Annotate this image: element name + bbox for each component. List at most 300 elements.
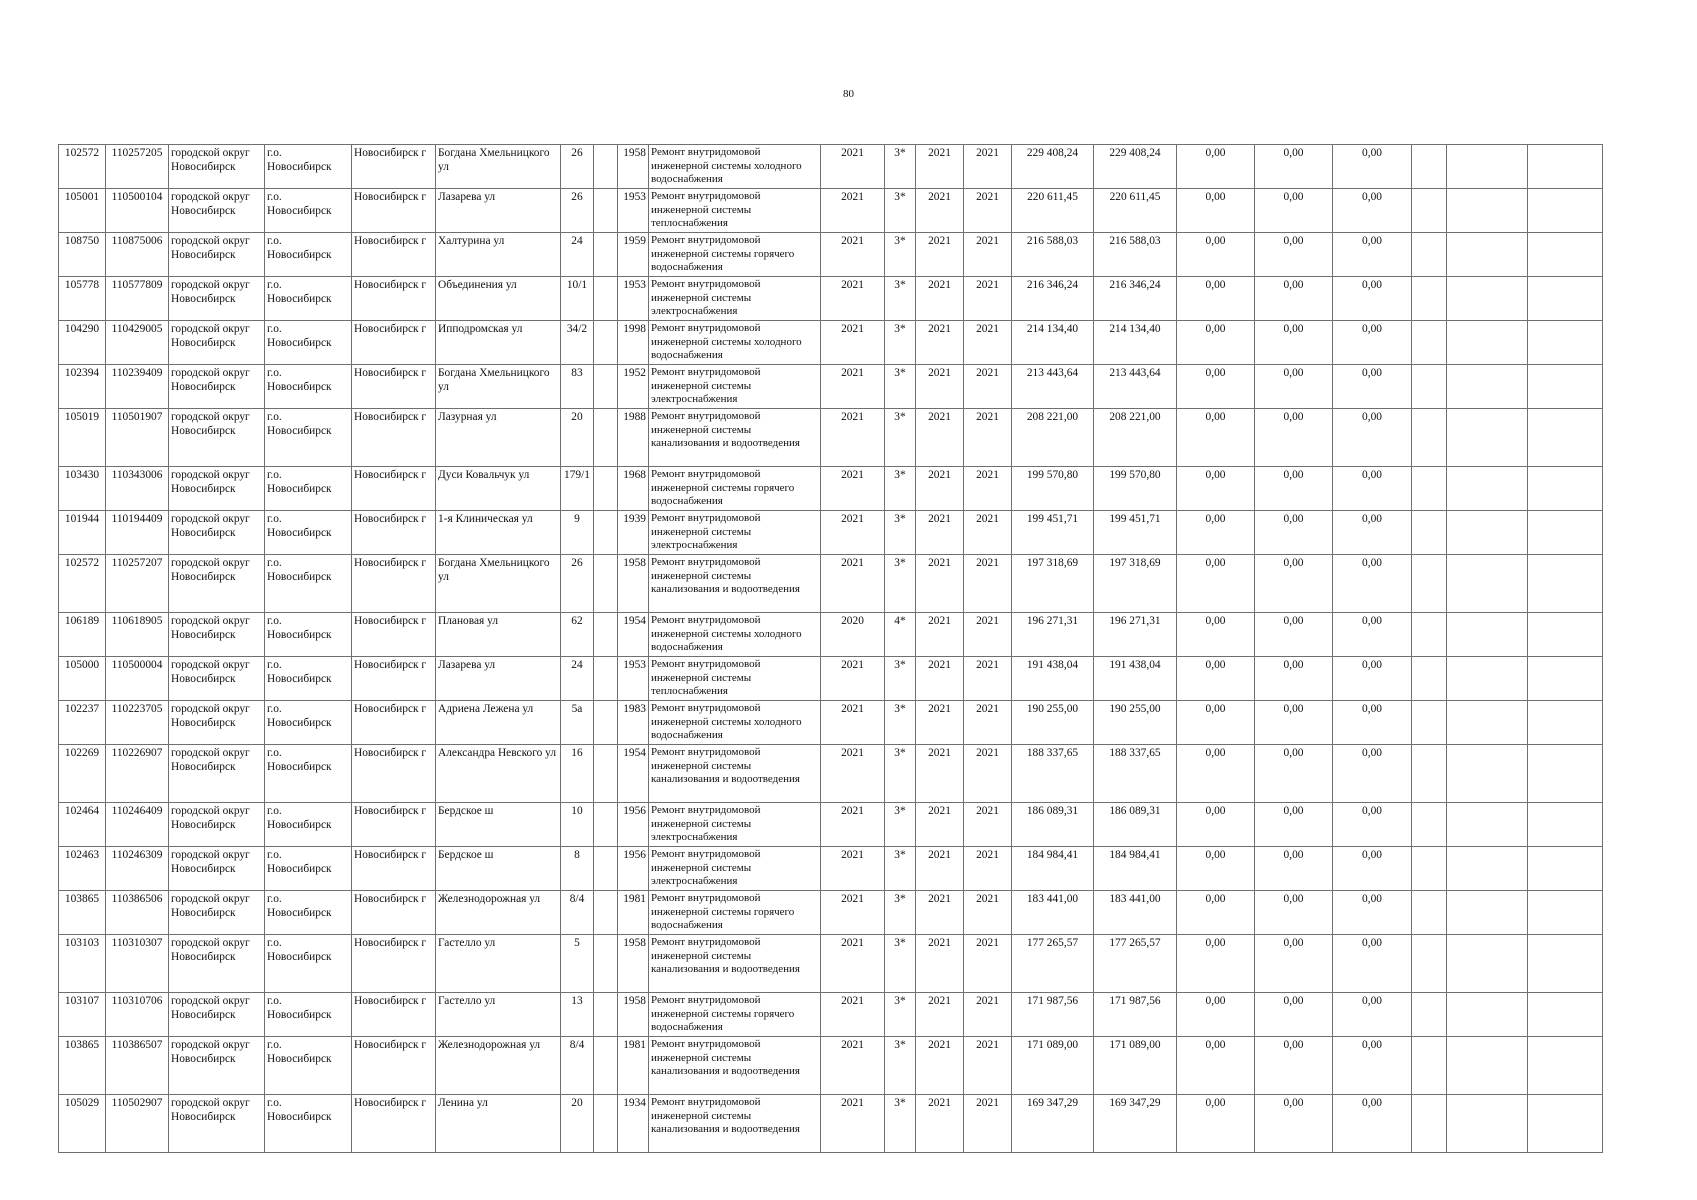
district-cell: г.о. Новосибирск — [265, 745, 352, 803]
value-1-cell: 0,00 — [1177, 745, 1255, 803]
city-cell: Новосибирск г — [352, 511, 436, 555]
work-description-cell: Ремонт внутридомовой инженерной системы канализования и водоотведения — [649, 745, 821, 803]
year-start-cell: 2021 — [916, 233, 964, 277]
value-1-cell: 0,00 — [1177, 277, 1255, 321]
city-cell: Новосибирск г — [352, 613, 436, 657]
year-start-cell: 2021 — [916, 745, 964, 803]
building-cell — [594, 803, 618, 847]
extra-3-cell — [1528, 1095, 1603, 1153]
cost-total-cell: 199 451,71 — [1012, 511, 1094, 555]
year-end-cell: 2021 — [964, 467, 1012, 511]
cost-fund-cell: 216 346,24 — [1094, 277, 1177, 321]
extra-3-cell — [1528, 145, 1603, 189]
extra-2-cell — [1447, 189, 1528, 233]
work-code-cell: 110618905 — [106, 613, 169, 657]
plan-year-cell: 2020 — [821, 613, 885, 657]
extra-3-cell — [1528, 409, 1603, 467]
year-end-cell: 2021 — [964, 847, 1012, 891]
work-code-cell: 110257205 — [106, 145, 169, 189]
building-cell — [594, 935, 618, 993]
work-code-cell: 110386506 — [106, 891, 169, 935]
year-built-cell: 1958 — [618, 993, 649, 1037]
work-description-cell: Ремонт внутридомовой инженерной системы теплоснабжения — [649, 657, 821, 701]
year-start-cell: 2021 — [916, 555, 964, 613]
value-2-cell: 0,00 — [1255, 891, 1333, 935]
value-3-cell: 0,00 — [1333, 467, 1412, 511]
work-description-cell: Ремонт внутридомовой инженерной системы холодного водоснабжения — [649, 321, 821, 365]
extra-1-cell — [1412, 891, 1447, 935]
status-cell: 3* — [885, 233, 916, 277]
cost-fund-cell: 171 987,56 — [1094, 993, 1177, 1037]
table-row — [59, 891, 1603, 935]
status-cell: 3* — [885, 277, 916, 321]
building-cell — [594, 321, 618, 365]
house-number-cell: 5а — [561, 701, 594, 745]
status-cell: 3* — [885, 365, 916, 409]
building-cell — [594, 745, 618, 803]
cost-fund-cell: 220 611,45 — [1094, 189, 1177, 233]
table-row — [59, 467, 1603, 511]
table-row — [59, 1037, 1603, 1095]
value-3-cell: 0,00 — [1333, 145, 1412, 189]
status-cell: 3* — [885, 189, 916, 233]
municipality-cell: городской округ Новосибирск — [169, 189, 265, 233]
work-code-cell: 110875006 — [106, 233, 169, 277]
municipality-cell: городской округ Новосибирск — [169, 803, 265, 847]
extra-1-cell — [1412, 613, 1447, 657]
value-1-cell: 0,00 — [1177, 189, 1255, 233]
year-built-cell: 1958 — [618, 555, 649, 613]
work-description-cell: Ремонт внутридомовой инженерной системы холодного водоснабжения — [649, 613, 821, 657]
plan-year-cell: 2021 — [821, 745, 885, 803]
table-row — [59, 365, 1603, 409]
cost-fund-cell: 213 443,64 — [1094, 365, 1177, 409]
value-1-cell: 0,00 — [1177, 555, 1255, 613]
city-cell: Новосибирск г — [352, 145, 436, 189]
extra-3-cell — [1528, 891, 1603, 935]
cost-total-cell: 196 271,31 — [1012, 613, 1094, 657]
year-start-cell: 2021 — [916, 1037, 964, 1095]
district-cell: г.о. Новосибирск — [265, 1095, 352, 1153]
city-cell: Новосибирск г — [352, 701, 436, 745]
work-code-cell: 110194409 — [106, 511, 169, 555]
value-1-cell: 0,00 — [1177, 803, 1255, 847]
street-cell: Богдана Хмельницкого ул — [436, 365, 561, 409]
building-cell — [594, 891, 618, 935]
work-description-cell: Ремонт внутридомовой инженерной системы электроснабжения — [649, 511, 821, 555]
page-number: 80 — [843, 88, 854, 100]
object-id-cell: 101944 — [59, 511, 106, 555]
year-start-cell: 2021 — [916, 189, 964, 233]
street-cell: Адриена Лежена ул — [436, 701, 561, 745]
cost-fund-cell: 216 588,03 — [1094, 233, 1177, 277]
extra-2-cell — [1447, 277, 1528, 321]
extra-2-cell — [1447, 1095, 1528, 1153]
value-2-cell: 0,00 — [1255, 701, 1333, 745]
district-cell: г.о. Новосибирск — [265, 613, 352, 657]
year-end-cell: 2021 — [964, 409, 1012, 467]
extra-2-cell — [1447, 745, 1528, 803]
plan-year-cell: 2021 — [821, 145, 885, 189]
value-2-cell: 0,00 — [1255, 189, 1333, 233]
plan-year-cell: 2021 — [821, 1095, 885, 1153]
city-cell: Новосибирск г — [352, 321, 436, 365]
year-built-cell: 1954 — [618, 745, 649, 803]
work-code-cell: 110501907 — [106, 409, 169, 467]
year-built-cell: 1998 — [618, 321, 649, 365]
extra-3-cell — [1528, 365, 1603, 409]
value-2-cell: 0,00 — [1255, 511, 1333, 555]
value-3-cell: 0,00 — [1333, 1095, 1412, 1153]
house-number-cell: 34/2 — [561, 321, 594, 365]
plan-year-cell: 2021 — [821, 891, 885, 935]
value-1-cell: 0,00 — [1177, 145, 1255, 189]
street-cell: Железнодорожная ул — [436, 891, 561, 935]
house-number-cell: 24 — [561, 657, 594, 701]
table-row — [59, 993, 1603, 1037]
extra-2-cell — [1447, 891, 1528, 935]
cost-fund-cell: 208 221,00 — [1094, 409, 1177, 467]
value-1-cell: 0,00 — [1177, 409, 1255, 467]
city-cell: Новосибирск г — [352, 935, 436, 993]
extra-1-cell — [1412, 277, 1447, 321]
house-number-cell: 8/4 — [561, 891, 594, 935]
table-row — [59, 511, 1603, 555]
cost-fund-cell: 190 255,00 — [1094, 701, 1177, 745]
cost-total-cell: 197 318,69 — [1012, 555, 1094, 613]
extra-2-cell — [1447, 365, 1528, 409]
district-cell: г.о. Новосибирск — [265, 847, 352, 891]
object-id-cell: 103865 — [59, 1037, 106, 1095]
building-cell — [594, 277, 618, 321]
value-1-cell: 0,00 — [1177, 935, 1255, 993]
municipality-cell: городской округ Новосибирск — [169, 657, 265, 701]
year-start-cell: 2021 — [916, 1095, 964, 1153]
status-cell: 3* — [885, 511, 916, 555]
street-cell: 1-я Клиническая ул — [436, 511, 561, 555]
cost-fund-cell: 169 347,29 — [1094, 1095, 1177, 1153]
district-cell: г.о. Новосибирск — [265, 189, 352, 233]
building-cell — [594, 145, 618, 189]
house-number-cell: 20 — [561, 1095, 594, 1153]
municipality-cell: городской округ Новосибирск — [169, 321, 265, 365]
house-number-cell: 9 — [561, 511, 594, 555]
table-row — [59, 657, 1603, 701]
plan-year-cell: 2021 — [821, 993, 885, 1037]
building-cell — [594, 233, 618, 277]
table-row — [59, 1095, 1603, 1153]
value-2-cell: 0,00 — [1255, 321, 1333, 365]
year-built-cell: 1968 — [618, 467, 649, 511]
city-cell: Новосибирск г — [352, 847, 436, 891]
cost-total-cell: 190 255,00 — [1012, 701, 1094, 745]
value-3-cell: 0,00 — [1333, 189, 1412, 233]
work-description-cell: Ремонт внутридомовой инженерной системы горячего водоснабжения — [649, 993, 821, 1037]
work-description-cell: Ремонт внутридомовой инженерной системы электроснабжения — [649, 277, 821, 321]
district-cell: г.о. Новосибирск — [265, 321, 352, 365]
building-cell — [594, 613, 618, 657]
house-number-cell: 24 — [561, 233, 594, 277]
work-description-cell: Ремонт внутридомовой инженерной системы горячего водоснабжения — [649, 891, 821, 935]
table-row — [59, 701, 1603, 745]
extra-2-cell — [1447, 935, 1528, 993]
extra-3-cell — [1528, 803, 1603, 847]
extra-3-cell — [1528, 613, 1603, 657]
extra-2-cell — [1447, 511, 1528, 555]
extra-2-cell — [1447, 145, 1528, 189]
year-start-cell: 2021 — [916, 145, 964, 189]
register-body — [59, 145, 1603, 1153]
year-built-cell: 1953 — [618, 657, 649, 701]
city-cell: Новосибирск г — [352, 1095, 436, 1153]
table-row — [59, 847, 1603, 891]
value-3-cell: 0,00 — [1333, 277, 1412, 321]
cost-fund-cell: 196 271,31 — [1094, 613, 1177, 657]
work-description-cell: Ремонт внутридомовой инженерной системы электроснабжения — [649, 365, 821, 409]
table-row — [59, 145, 1603, 189]
extra-1-cell — [1412, 1037, 1447, 1095]
extra-2-cell — [1447, 555, 1528, 613]
municipality-cell: городской округ Новосибирск — [169, 847, 265, 891]
cost-fund-cell: 191 438,04 — [1094, 657, 1177, 701]
work-description-cell: Ремонт внутридомовой инженерной системы горячего водоснабжения — [649, 233, 821, 277]
cost-total-cell: 171 987,56 — [1012, 993, 1094, 1037]
object-id-cell: 102269 — [59, 745, 106, 803]
municipality-cell: городской округ Новосибирск — [169, 277, 265, 321]
work-code-cell: 110226907 — [106, 745, 169, 803]
object-id-cell: 102572 — [59, 145, 106, 189]
house-number-cell: 16 — [561, 745, 594, 803]
table-row — [59, 233, 1603, 277]
work-code-cell: 110502907 — [106, 1095, 169, 1153]
status-cell: 3* — [885, 803, 916, 847]
status-cell: 3* — [885, 467, 916, 511]
extra-1-cell — [1412, 1095, 1447, 1153]
year-end-cell: 2021 — [964, 145, 1012, 189]
extra-1-cell — [1412, 935, 1447, 993]
extra-1-cell — [1412, 145, 1447, 189]
value-3-cell: 0,00 — [1333, 993, 1412, 1037]
year-built-cell: 1959 — [618, 233, 649, 277]
work-code-cell: 110246409 — [106, 803, 169, 847]
table-row — [59, 745, 1603, 803]
value-2-cell: 0,00 — [1255, 935, 1333, 993]
extra-2-cell — [1447, 467, 1528, 511]
extra-3-cell — [1528, 701, 1603, 745]
value-2-cell: 0,00 — [1255, 409, 1333, 467]
cost-total-cell: 199 570,80 — [1012, 467, 1094, 511]
value-3-cell: 0,00 — [1333, 409, 1412, 467]
district-cell: г.о. Новосибирск — [265, 233, 352, 277]
extra-2-cell — [1447, 701, 1528, 745]
value-1-cell: 0,00 — [1177, 467, 1255, 511]
year-start-cell: 2021 — [916, 935, 964, 993]
plan-year-cell: 2021 — [821, 935, 885, 993]
cost-fund-cell: 177 265,57 — [1094, 935, 1177, 993]
value-3-cell: 0,00 — [1333, 847, 1412, 891]
municipality-cell: городской округ Новосибирск — [169, 511, 265, 555]
year-built-cell: 1988 — [618, 409, 649, 467]
building-cell — [594, 993, 618, 1037]
year-end-cell: 2021 — [964, 657, 1012, 701]
cost-fund-cell: 214 134,40 — [1094, 321, 1177, 365]
value-2-cell: 0,00 — [1255, 613, 1333, 657]
plan-year-cell: 2021 — [821, 657, 885, 701]
object-id-cell: 105778 — [59, 277, 106, 321]
year-end-cell: 2021 — [964, 1037, 1012, 1095]
house-number-cell: 8/4 — [561, 1037, 594, 1095]
status-cell: 3* — [885, 935, 916, 993]
status-cell: 3* — [885, 891, 916, 935]
cost-total-cell: 229 408,24 — [1012, 145, 1094, 189]
year-start-cell: 2021 — [916, 701, 964, 745]
object-id-cell: 102237 — [59, 701, 106, 745]
extra-2-cell — [1447, 847, 1528, 891]
city-cell: Новосибирск г — [352, 745, 436, 803]
extra-1-cell — [1412, 365, 1447, 409]
cost-total-cell: 213 443,64 — [1012, 365, 1094, 409]
year-built-cell: 1939 — [618, 511, 649, 555]
table-row — [59, 321, 1603, 365]
city-cell: Новосибирск г — [352, 277, 436, 321]
extra-1-cell — [1412, 511, 1447, 555]
plan-year-cell: 2021 — [821, 467, 885, 511]
value-2-cell: 0,00 — [1255, 847, 1333, 891]
district-cell: г.о. Новосибирск — [265, 145, 352, 189]
year-start-cell: 2021 — [916, 409, 964, 467]
status-cell: 3* — [885, 847, 916, 891]
extra-3-cell — [1528, 277, 1603, 321]
object-id-cell: 103103 — [59, 935, 106, 993]
value-1-cell: 0,00 — [1177, 365, 1255, 409]
extra-2-cell — [1447, 409, 1528, 467]
extra-1-cell — [1412, 847, 1447, 891]
street-cell: Ипподромская ул — [436, 321, 561, 365]
work-description-cell: Ремонт внутридомовой инженерной системы холодного водоснабжения — [649, 145, 821, 189]
city-cell: Новосибирск г — [352, 555, 436, 613]
year-built-cell: 1956 — [618, 803, 649, 847]
object-id-cell: 104290 — [59, 321, 106, 365]
district-cell: г.о. Новосибирск — [265, 701, 352, 745]
year-end-cell: 2021 — [964, 233, 1012, 277]
plan-year-cell: 2021 — [821, 189, 885, 233]
plan-year-cell: 2021 — [821, 1037, 885, 1095]
cost-fund-cell: 199 451,71 — [1094, 511, 1177, 555]
cost-total-cell: 184 984,41 — [1012, 847, 1094, 891]
value-1-cell: 0,00 — [1177, 657, 1255, 701]
city-cell: Новосибирск г — [352, 657, 436, 701]
table-row — [59, 613, 1603, 657]
street-cell: Халтурина ул — [436, 233, 561, 277]
district-cell: г.о. Новосибирск — [265, 891, 352, 935]
municipality-cell: городской округ Новосибирск — [169, 467, 265, 511]
year-end-cell: 2021 — [964, 803, 1012, 847]
work-description-cell: Ремонт внутридомовой инженерной системы канализования и водоотведения — [649, 555, 821, 613]
work-description-cell: Ремонт внутридомовой инженерной системы канализования и водоотведения — [649, 1037, 821, 1095]
value-3-cell: 0,00 — [1333, 233, 1412, 277]
plan-year-cell: 2021 — [821, 511, 885, 555]
house-number-cell: 179/1 — [561, 467, 594, 511]
cost-total-cell: 169 347,29 — [1012, 1095, 1094, 1153]
object-id-cell: 102394 — [59, 365, 106, 409]
street-cell: Объединения ул — [436, 277, 561, 321]
value-3-cell: 0,00 — [1333, 935, 1412, 993]
extra-3-cell — [1528, 321, 1603, 365]
cost-total-cell: 214 134,40 — [1012, 321, 1094, 365]
cost-total-cell: 208 221,00 — [1012, 409, 1094, 467]
extra-1-cell — [1412, 467, 1447, 511]
status-cell: 4* — [885, 613, 916, 657]
value-2-cell: 0,00 — [1255, 555, 1333, 613]
value-2-cell: 0,00 — [1255, 803, 1333, 847]
building-cell — [594, 1095, 618, 1153]
house-number-cell: 13 — [561, 993, 594, 1037]
street-cell: Ленина ул — [436, 1095, 561, 1153]
work-description-cell: Ремонт внутридомовой инженерной системы канализования и водоотведения — [649, 935, 821, 993]
municipality-cell: городской округ Новосибирск — [169, 891, 265, 935]
value-2-cell: 0,00 — [1255, 467, 1333, 511]
object-id-cell: 108750 — [59, 233, 106, 277]
status-cell: 3* — [885, 657, 916, 701]
year-start-cell: 2021 — [916, 277, 964, 321]
extra-1-cell — [1412, 745, 1447, 803]
table-row — [59, 189, 1603, 233]
district-cell: г.о. Новосибирск — [265, 555, 352, 613]
plan-year-cell: 2021 — [821, 803, 885, 847]
city-cell: Новосибирск г — [352, 189, 436, 233]
extra-3-cell — [1528, 233, 1603, 277]
work-description-cell: Ремонт внутридомовой инженерной системы горячего водоснабжения — [649, 467, 821, 511]
plan-year-cell: 2021 — [821, 321, 885, 365]
house-number-cell: 10/1 — [561, 277, 594, 321]
house-number-cell: 20 — [561, 409, 594, 467]
district-cell: г.о. Новосибирск — [265, 993, 352, 1037]
year-built-cell: 1954 — [618, 613, 649, 657]
extra-1-cell — [1412, 233, 1447, 277]
cost-fund-cell: 188 337,65 — [1094, 745, 1177, 803]
year-end-cell: 2021 — [964, 1095, 1012, 1153]
street-cell: Богдана Хмельницкого ул — [436, 555, 561, 613]
cost-fund-cell: 171 089,00 — [1094, 1037, 1177, 1095]
object-id-cell: 105029 — [59, 1095, 106, 1153]
value-3-cell: 0,00 — [1333, 1037, 1412, 1095]
value-3-cell: 0,00 — [1333, 555, 1412, 613]
object-id-cell: 105019 — [59, 409, 106, 467]
object-id-cell: 103430 — [59, 467, 106, 511]
city-cell: Новосибирск г — [352, 409, 436, 467]
cost-total-cell: 216 346,24 — [1012, 277, 1094, 321]
extra-1-cell — [1412, 993, 1447, 1037]
street-cell: Плановая ул — [436, 613, 561, 657]
year-start-cell: 2021 — [916, 847, 964, 891]
extra-3-cell — [1528, 555, 1603, 613]
city-cell: Новосибирск г — [352, 233, 436, 277]
year-end-cell: 2021 — [964, 613, 1012, 657]
value-3-cell: 0,00 — [1333, 891, 1412, 935]
year-end-cell: 2021 — [964, 555, 1012, 613]
work-code-cell: 110500004 — [106, 657, 169, 701]
building-cell — [594, 657, 618, 701]
work-code-cell: 110246309 — [106, 847, 169, 891]
house-number-cell: 62 — [561, 613, 594, 657]
value-3-cell: 0,00 — [1333, 803, 1412, 847]
building-cell — [594, 701, 618, 745]
extra-1-cell — [1412, 555, 1447, 613]
street-cell: Лазурная ул — [436, 409, 561, 467]
work-description-cell: Ремонт внутридомовой инженерной системы канализования и водоотведения — [649, 1095, 821, 1153]
district-cell: г.о. Новосибирск — [265, 409, 352, 467]
table-row — [59, 277, 1603, 321]
